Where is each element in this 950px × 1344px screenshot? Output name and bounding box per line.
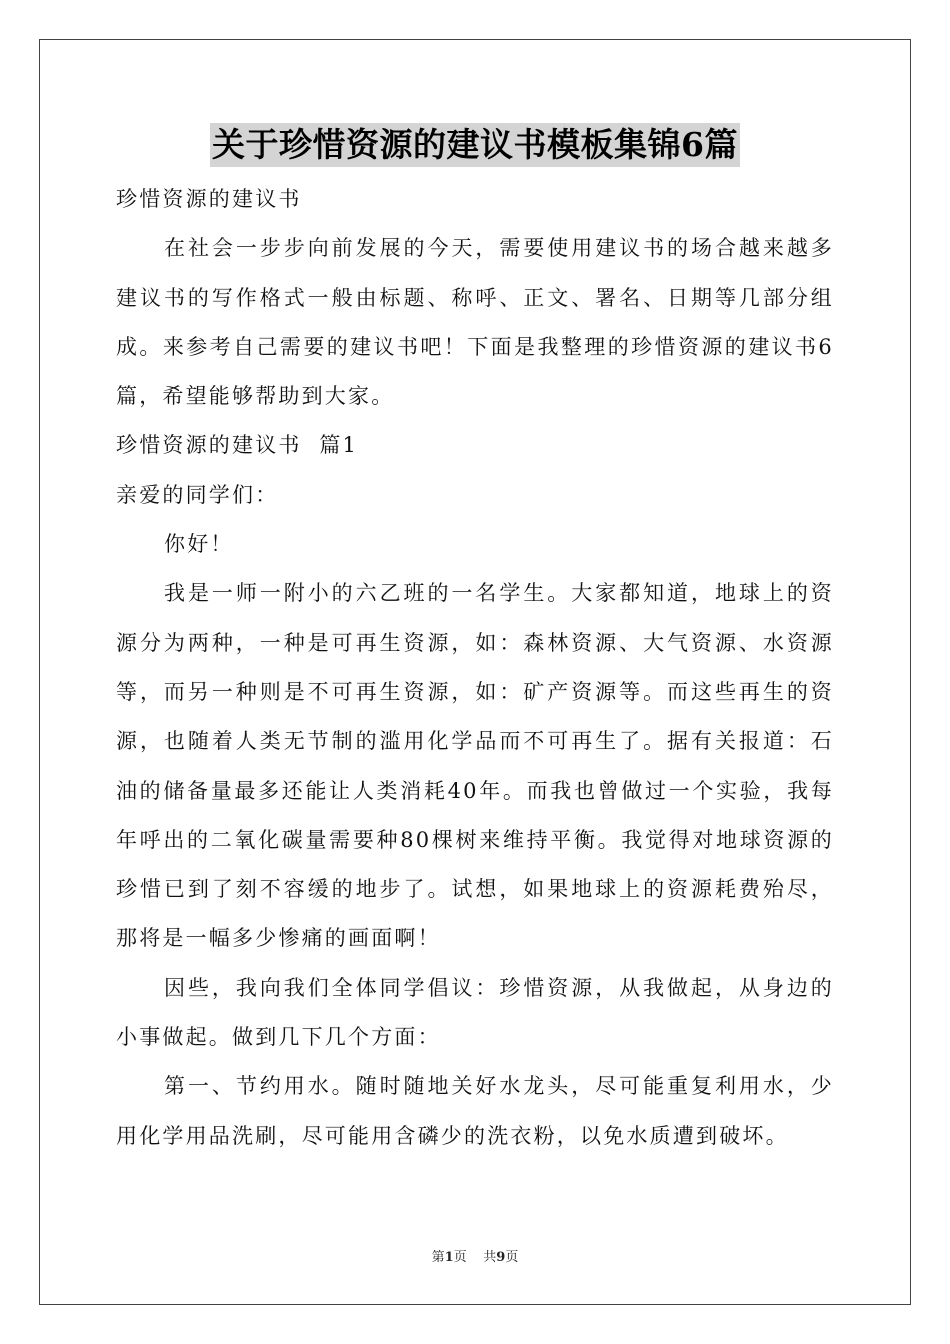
footer-total-prefix: 共 [483, 1250, 497, 1265]
greeting: 你好！ [164, 532, 234, 557]
paragraph: 珍惜资源的建议书 [116, 187, 302, 211]
footer-page-number: 1 [444, 1250, 454, 1265]
page-footer [0, 1246, 950, 1265]
footer-page-suffix: 页 [453, 1250, 467, 1265]
paragraph: 在社会一步步向前发展的今天，需要使用建议书的场合越来越多建议书的写作格式一般由标题、称呼、正文、署名、日期等几部分组成。来参考自己需要的建议书吧！下面是我整理的珍惜资源的建议书6篇，希望能够帮助到大家。 [116, 236, 834, 409]
paragraph: 第一、节约用水。随时随地关好水龙头，尽可能重复利用水，少用化学用品洗刷，尽可能用含磷少的洗衣粉，以免水质遭到破坏。 [116, 1074, 834, 1148]
document-body [116, 175, 834, 1161]
footer-total-pages: 9 [496, 1250, 506, 1265]
footer-page-prefix: 第 [431, 1250, 445, 1265]
title-container [0, 123, 950, 167]
paragraph: 我是一师一附小的六乙班的一名学生。大家都知道，地球上的资源分为两种，一种是可再生资源，如：森林资源、大气资源、水资源等，而另一种则是不可再生资源，如：矿产资源等。而这些再生的资源，也随着人类无节制的滥用化学品而不可再生了。据有关报道：石油的储备量最多还能让人类消耗40年。而我也曾做过一个实验，我每年呼出的二氧化碳量需要种80棵树来维持平衡。我觉得对地球资源的珍惜已到了刻不容缓的地步了。试想，如果地球上的资源耗费殆尽，那将是一幅多少惨痛的画面啊！ [116, 581, 834, 951]
paragraph: 因些，我向我们全体同学倡议：珍惜资源，从我做起，从身边的小事做起。做到几下几个方面： [116, 975, 834, 1050]
section-heading: 珍惜资源的建议书 篇1 [116, 433, 359, 458]
salutation: 亲爱的同学们： [116, 482, 279, 507]
footer-total-suffix: 页 [505, 1250, 519, 1265]
document-title: 关于珍惜资源的建议书模板集锦6篇 [210, 123, 740, 167]
